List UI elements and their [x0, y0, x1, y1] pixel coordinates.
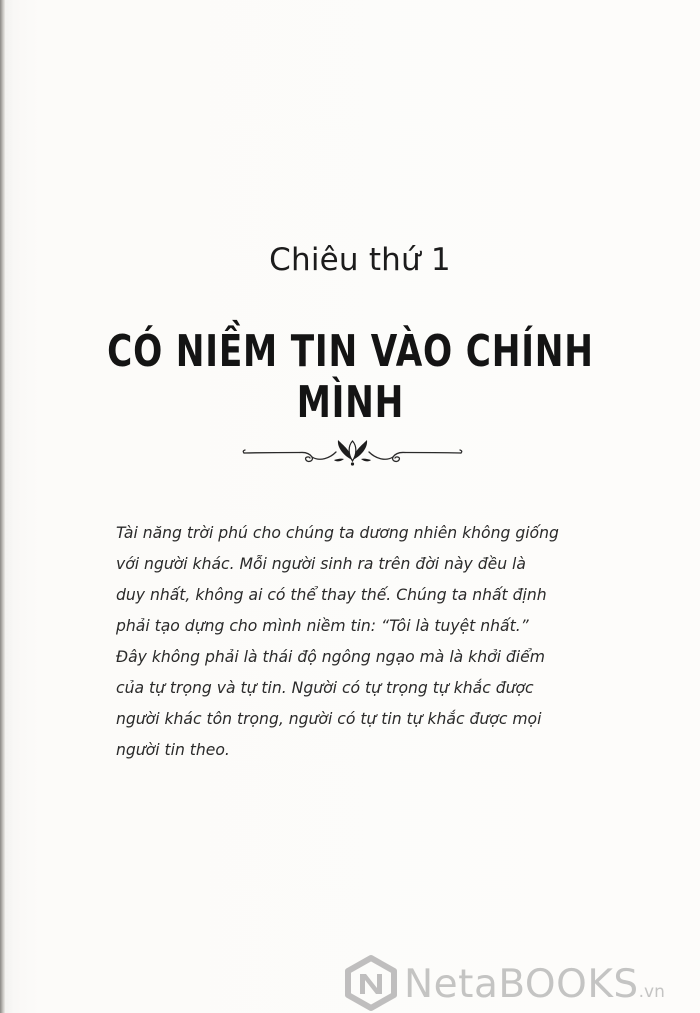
body-line: người tin theo.: [116, 741, 230, 759]
watermark: [338, 952, 700, 1013]
body-line: Đây không phải là thái độ ngông ngạo mà là khởi điểm: [116, 648, 545, 666]
body-line: của tự trọng và tự tin. Người có tự trọng tự khắc được: [116, 679, 534, 697]
body-line: người khác tôn trọng, người có tự tin tự khắc được mọi: [116, 710, 542, 728]
body-line: duy nhất, không ai có thể thay thế. Chúng ta nhất định: [116, 586, 547, 604]
chapter-title: CÓ NIỀM TIN VÀO CHÍNH MÌNH: [107, 326, 594, 428]
body-line: Tài năng trời phú cho chúng ta dương nhiên không giống: [116, 524, 559, 542]
netabooks-logo-icon: [342, 954, 400, 1012]
body-paragraph: [116, 518, 596, 766]
watermark-brand: NetaBOOKS: [404, 962, 639, 1007]
watermark-text: [404, 962, 665, 1007]
chapter-label: Chiêu thứ 1: [269, 242, 451, 278]
body-line: với người khác. Mỗi người sinh ra trên đời này đều là: [116, 555, 526, 573]
watermark-suffix: .vn: [638, 982, 665, 1002]
page-binding-edge: [0, 0, 5, 1013]
decorative-flourish-icon: [240, 432, 465, 472]
body-line: phải tạo dựng cho mình niềm tin: “Tôi là tuyệt nhất.”: [116, 617, 529, 635]
